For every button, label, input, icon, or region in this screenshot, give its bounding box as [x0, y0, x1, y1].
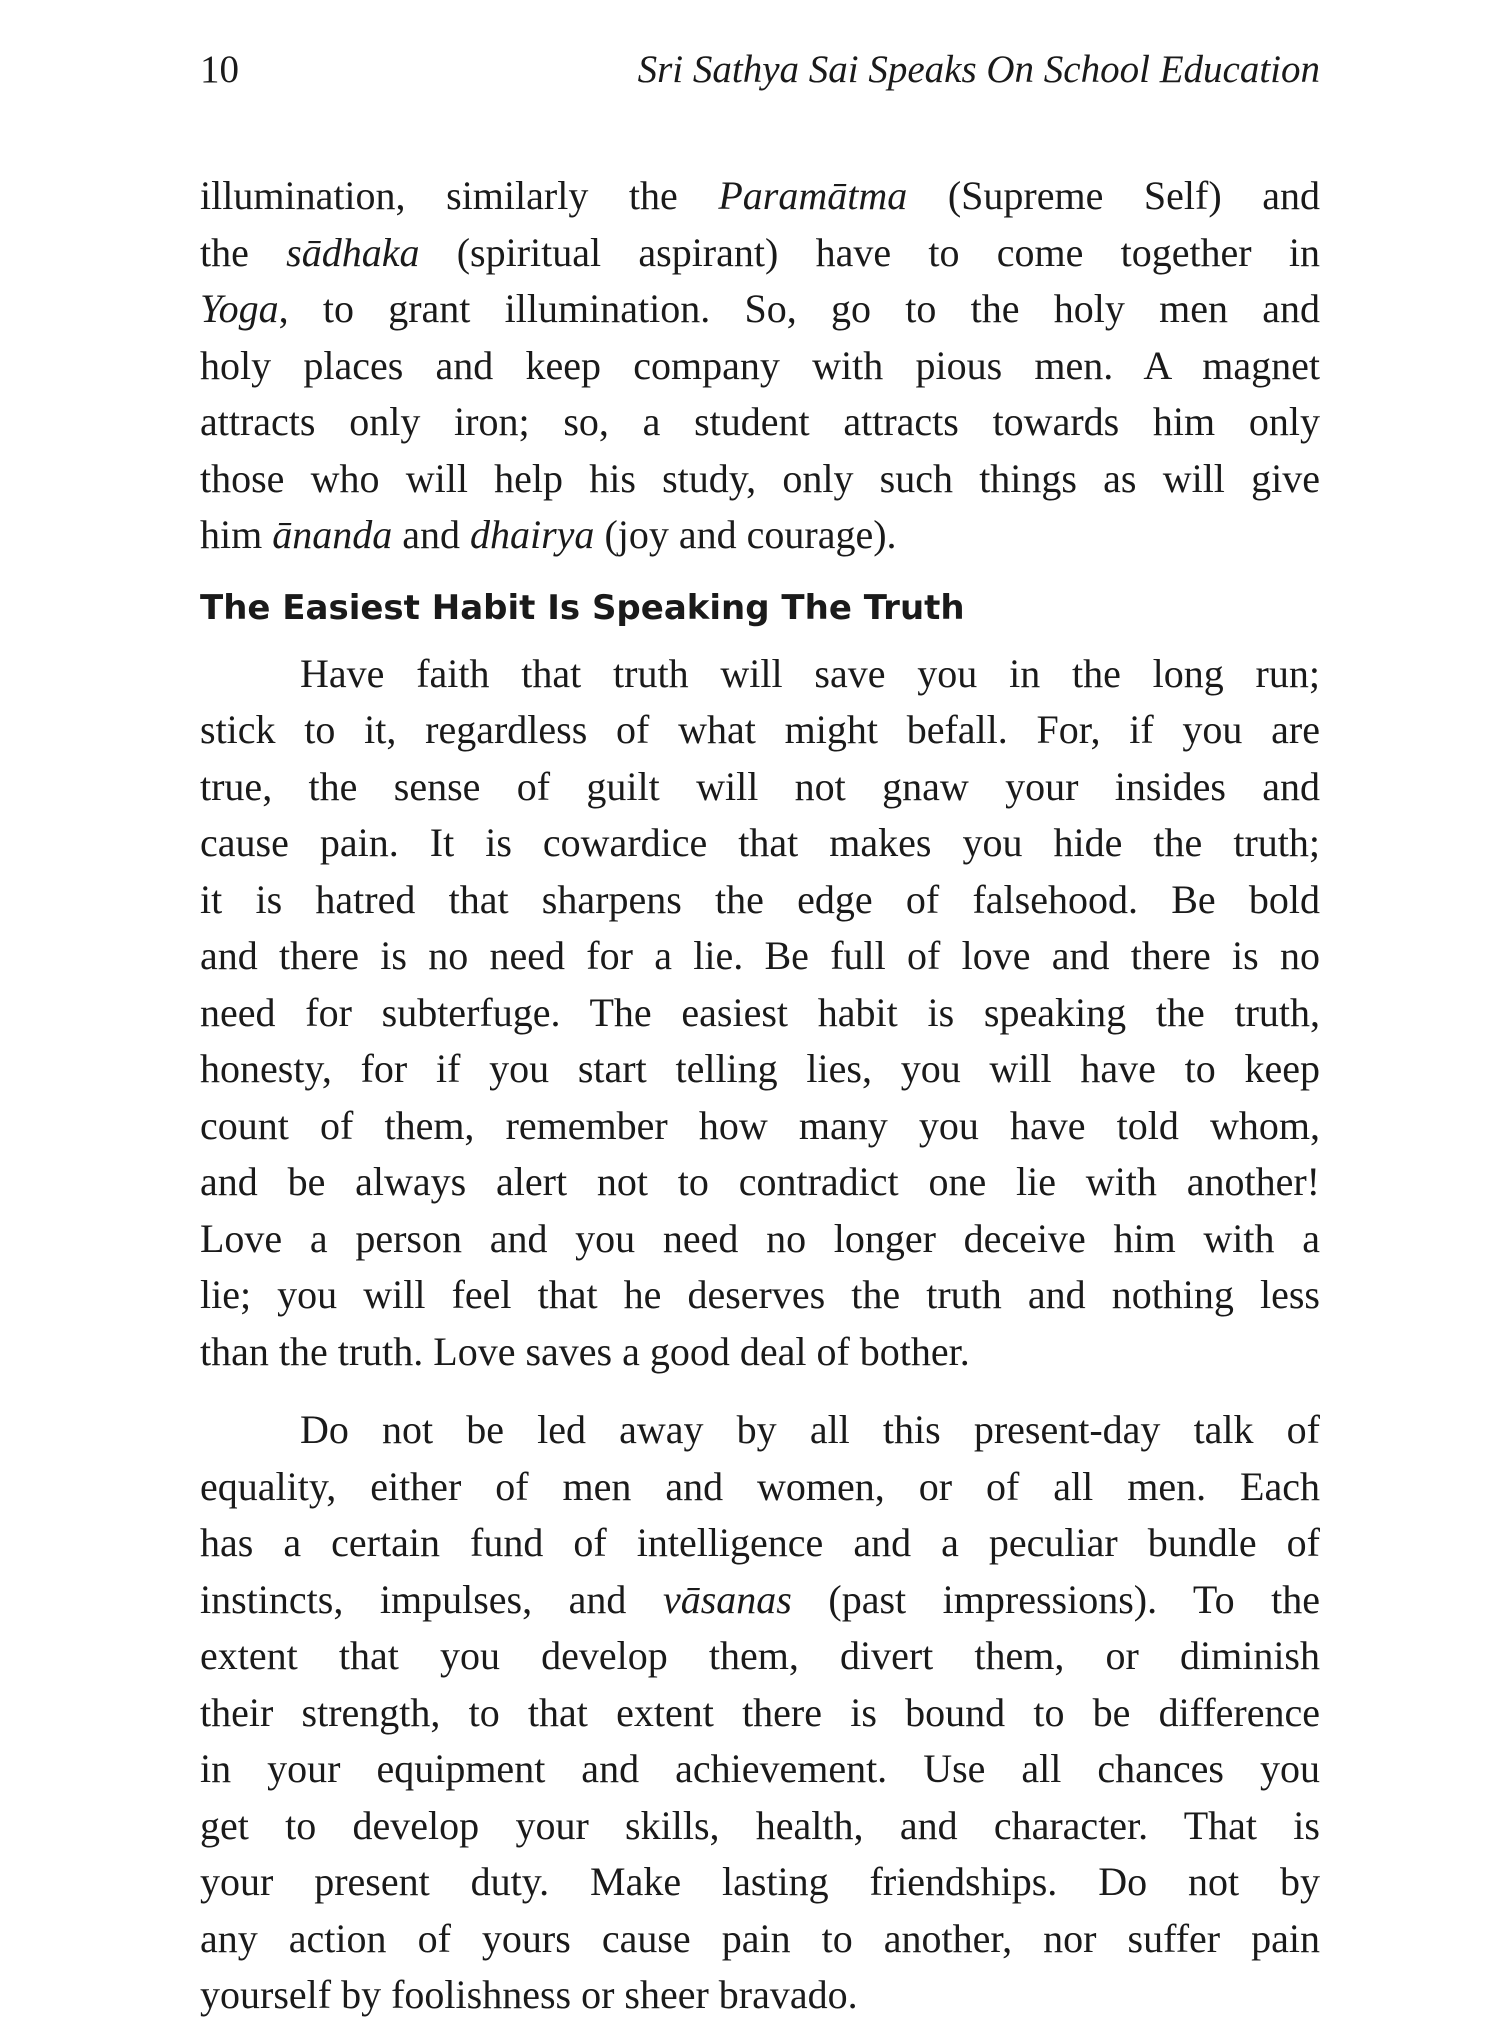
text-line: it is hatred that sharpens the edge of falsehood. Be bold [200, 876, 1320, 922]
text-line: and be always alert not to contradict one lie with another! [200, 1159, 1320, 1204]
text-line: Love a person and you need no longer deceive him with a [200, 1215, 1320, 1261]
text-line: than the truth. Love saves a good deal of bother. [200, 1328, 970, 1374]
paragraph-3 [200, 1402, 1320, 2024]
text-line: has a certain fund of intelligence and a peculiar bundle of [200, 1520, 1320, 1565]
text-line: and there is no need for a lie. Be full of love and there is no [200, 933, 1320, 978]
text-line: extent that you develop them, divert them, or diminish [200, 1633, 1320, 1678]
italic-term: dhairya [470, 512, 595, 557]
text-line: cause pain. It is cowardice that makes you hide the truth; [200, 820, 1320, 865]
text-line: Yoga, to grant illumination. So, go to the holy men and [200, 286, 1320, 331]
text-line: holy places and keep company with pious men. A magnet [200, 342, 1320, 388]
text-line: lie; you will feel that he deserves the truth and nothing less [200, 1272, 1320, 1317]
text-line: need for subterfuge. The easiest habit is speaking the truth, [200, 989, 1320, 1035]
italic-term: ānanda [272, 512, 393, 557]
text-line: equality, either of men and women, or of all men. Each [200, 1463, 1320, 1509]
paragraph-1 [200, 168, 1320, 564]
text-line: get to develop your skills, health, and character. That is [200, 1802, 1320, 1848]
text-line: count of them, remember how many you have told whom, [200, 1102, 1320, 1148]
text-line: illumination, similarly the Paramātma (Supreme Self) and [200, 173, 1320, 218]
italic-term: vāsanas [662, 1576, 792, 1622]
text-line: yourself by foolishness or sheer bravado. [200, 1972, 858, 2017]
text-line: true, the sense of guilt will not gnaw your insides and [200, 763, 1320, 809]
page-number: 10 [200, 48, 239, 91]
body-text [200, 168, 1320, 2024]
paragraph-2 [200, 646, 1320, 1381]
text-line: Do not be led away by all this present-day talk of [300, 1407, 1320, 1452]
text-line: attracts only iron; so, a student attracts towards him only [200, 399, 1320, 444]
paragraph-gap [200, 1380, 1320, 1402]
text-line: stick to it, regardless of what might befall. For, if you are [200, 707, 1320, 752]
text-line: Have faith that truth will save you in the long run; [300, 650, 1320, 696]
italic-term: Paramātma [718, 173, 908, 218]
text-line: their strength, to that extent there is bound to be difference [200, 1689, 1320, 1735]
running-head [200, 40, 1320, 100]
text-line: instincts, impulses, and vāsanas (past impressions). To the [200, 1576, 1320, 1622]
text-line: the sādhaka (spiritual aspirant) have to come together in [200, 229, 1320, 275]
text-line: any action of yours cause pain to another, nor suffer pain [200, 1915, 1320, 1961]
text-line: your present duty. Make lasting friendships. Do not by [200, 1859, 1320, 1904]
text-line: in your equipment and achievement. Use all chances you [200, 1746, 1320, 1791]
book-page [200, 40, 1320, 2017]
text-line: him ānanda and dhairya (joy and courage). [200, 512, 897, 557]
text-line: honesty, for if you start telling lies, you will have to keep [200, 1046, 1320, 1091]
italic-term: sādhaka [286, 229, 420, 275]
italic-term: Yoga [200, 286, 279, 331]
book-title: Sri Sathya Sai Speaks On School Education [637, 48, 1320, 91]
text-line: those who will help his study, only such things as will give [200, 455, 1320, 501]
section-heading: The Easiest Habit Is Speaking The Truth [200, 587, 965, 628]
